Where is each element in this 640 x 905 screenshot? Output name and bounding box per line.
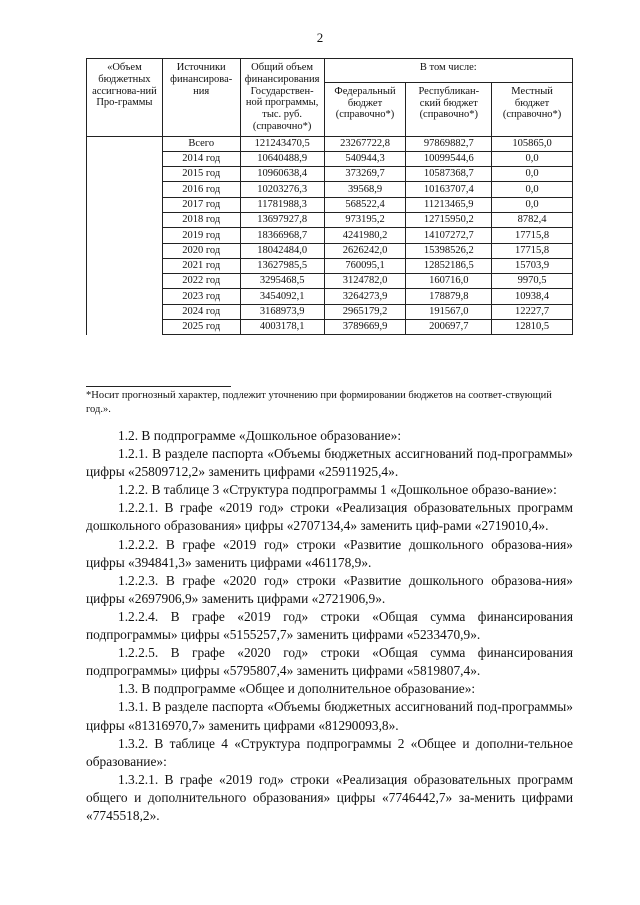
- cell-value: 14107272,7: [406, 228, 492, 243]
- empty-cell: [87, 197, 163, 212]
- cell-value: 15398526,2: [406, 243, 492, 258]
- empty-cell: [87, 212, 163, 227]
- cell-value: 4003178,1: [240, 320, 324, 335]
- table-row: [87, 228, 573, 243]
- cell-value: 10960638,4: [240, 167, 324, 182]
- cell-value: 3295468,5: [240, 274, 324, 289]
- cell-value: 12227,7: [492, 304, 573, 319]
- table-row: [87, 304, 573, 319]
- empty-cell: [87, 320, 163, 335]
- paragraph: 1.3. В подпрограмме «Общее и дополнительное образование»:: [118, 681, 476, 697]
- row-label: 2015 год: [162, 167, 240, 182]
- row-label: 2014 год: [162, 151, 240, 166]
- header-funding-sources: Источники финансирова-ния: [162, 59, 240, 137]
- footnote: *Носит прогнозный характер, подлежит уточнению при формировании бюджетов на соответ-ствующий год.».: [86, 390, 552, 415]
- cell-value: 10938,4: [492, 289, 573, 304]
- header-local-budget: Местный бюджет (справочно*): [492, 82, 573, 136]
- cell-value: 0,0: [492, 167, 573, 182]
- cell-value: 191567,0: [406, 304, 492, 319]
- row-label: 2017 год: [162, 197, 240, 212]
- cell-value: 160716,0: [406, 274, 492, 289]
- row-label: 2023 год: [162, 289, 240, 304]
- cell-value: 13627985,5: [240, 258, 324, 273]
- cell-value: 973195,2: [324, 212, 406, 227]
- cell-value: 373269,7: [324, 167, 406, 182]
- cell-value: 10099544,6: [406, 151, 492, 166]
- table-row: [87, 151, 573, 166]
- cell-value: 3454092,1: [240, 289, 324, 304]
- header-including: В том числе:: [324, 59, 572, 83]
- paragraph: 1.3.2.1. В графе «2019 год» строки «Реализация образовательных программ общего и дополнительного образования» цифры «7746442,7» за-менить цифрами «7745518,2».: [86, 771, 573, 823]
- row-label: Всего: [162, 136, 240, 151]
- financing-table: [86, 58, 573, 335]
- cell-value: 17715,8: [492, 243, 573, 258]
- header-total-volume: Общий объем финансирования Государствен-ной программы, тыс. руб. (справочно*): [240, 59, 324, 137]
- table-row: [87, 243, 573, 258]
- cell-value: 12810,5: [492, 320, 573, 335]
- cell-value: 0,0: [492, 197, 573, 212]
- row-label: 2021 год: [162, 258, 240, 273]
- cell-value: 105865,0: [492, 136, 573, 151]
- cell-value: 17715,8: [492, 228, 573, 243]
- table-row: [87, 320, 573, 335]
- paragraph: 1.2.2. В таблице 3 «Структура подпрограммы 1 «Дошкольное образо-вание»:: [118, 482, 557, 498]
- cell-value: 12715950,2: [406, 212, 492, 227]
- row-label: 2022 год: [162, 274, 240, 289]
- header-program-volume: «Объем бюджетных ассигнова-ний Про-граммы: [87, 59, 163, 137]
- cell-value: 9970,5: [492, 274, 573, 289]
- cell-value: 3168973,9: [240, 304, 324, 319]
- paragraph: 1.2.2.4. В графе «2019 год» строки «Общая сумма финансирования подпрограммы» цифры «5155257,7» заменить цифрами «5233470,9».: [86, 608, 573, 643]
- empty-cell: [87, 151, 163, 166]
- table-body: [87, 136, 573, 335]
- row-label: 2020 год: [162, 243, 240, 258]
- table-row: [87, 136, 573, 151]
- cell-value: 10203276,3: [240, 182, 324, 197]
- empty-cell: [87, 258, 163, 273]
- cell-value: 10640488,9: [240, 151, 324, 166]
- body-text: [86, 427, 573, 825]
- paragraph: 1.2. В подпрограмме «Дошкольное образование»:: [118, 428, 402, 443]
- table-row: [87, 167, 573, 182]
- row-label: 2016 год: [162, 182, 240, 197]
- empty-cell: [87, 304, 163, 319]
- page-number: 2: [316, 30, 324, 45]
- cell-value: 178879,8: [406, 289, 492, 304]
- cell-value: 4241980,2: [324, 228, 406, 243]
- paragraph: 1.2.2.3. В графе «2020 год» строки «Развитие дошкольного образова-ния» цифры «2697906,9» заменить цифрами «2721906,9».: [86, 572, 573, 606]
- table-row: [87, 258, 573, 273]
- row-label: 2018 год: [162, 212, 240, 227]
- cell-value: 18366968,7: [240, 228, 324, 243]
- paragraph: 1.2.1. В разделе паспорта «Объемы бюджетных ассигнований под-программы» цифры «25809712,2» заменить цифрами «25911925,4».: [86, 446, 573, 480]
- table-row: [87, 197, 573, 212]
- paragraph: 1.3.1. В разделе паспорта «Объемы бюджетных ассигнований под-программы» цифры «81316970,7» заменить цифрами «81290093,8».: [86, 699, 573, 733]
- cell-value: 3264273,9: [324, 289, 406, 304]
- header-republic-budget: Республикан-ский бюджет (справочно*): [406, 82, 492, 136]
- cell-value: 2965179,2: [324, 304, 406, 319]
- cell-value: 0,0: [492, 151, 573, 166]
- cell-value: 12852186,5: [406, 258, 492, 273]
- cell-value: 200697,7: [406, 320, 492, 335]
- cell-value: 10587368,7: [406, 167, 492, 182]
- header-federal-budget: Федеральный бюджет (справочно*): [324, 82, 406, 136]
- row-label: 2024 год: [162, 304, 240, 319]
- empty-cell: [87, 136, 163, 151]
- cell-value: 3124782,0: [324, 274, 406, 289]
- empty-cell: [87, 289, 163, 304]
- footnote-rule: [86, 386, 231, 387]
- empty-cell: [87, 182, 163, 197]
- cell-value: 2626242,0: [324, 243, 406, 258]
- cell-value: 760095,1: [324, 258, 406, 273]
- table-row: [87, 212, 573, 227]
- cell-value: 39568,9: [324, 182, 406, 197]
- paragraph: 1.2.2.2. В графе «2019 год» строки «Развитие дошкольного образова-ния» цифры «394841,3» заменить цифрами «461178,9».: [86, 536, 573, 570]
- cell-value: 540944,3: [324, 151, 406, 166]
- cell-value: 15703,9: [492, 258, 573, 273]
- row-label: 2019 год: [162, 228, 240, 243]
- cell-value: 10163707,4: [406, 182, 492, 197]
- table-row: [87, 182, 573, 197]
- cell-value: 97869882,7: [406, 136, 492, 151]
- empty-cell: [87, 167, 163, 182]
- cell-value: 23267722,8: [324, 136, 406, 151]
- table-row: [87, 274, 573, 289]
- cell-value: 8782,4: [492, 212, 573, 227]
- table-row: [87, 289, 573, 304]
- empty-cell: [87, 243, 163, 258]
- cell-value: 568522,4: [324, 197, 406, 212]
- cell-value: 11781988,3: [240, 197, 324, 212]
- cell-value: 0,0: [492, 182, 573, 197]
- paragraph: 1.2.2.1. В графе «2019 год» строки «Реализация образовательных программ дошкольного образования» цифры «2707134,4» заменить циф-рами «2719010,4».: [86, 500, 573, 534]
- empty-cell: [87, 228, 163, 243]
- row-label: 2025 год: [162, 320, 240, 335]
- paragraph: 1.3.2. В таблице 4 «Структура подпрограммы 2 «Общее и дополни-тельное образование»:: [86, 735, 573, 769]
- paragraph: 1.2.2.5. В графе «2020 год» строки «Общая сумма финансирования подпрограммы» цифры «5795807,4» заменить цифрами «5819807,4».: [86, 645, 573, 679]
- cell-value: 3789669,9: [324, 320, 406, 335]
- cell-value: 121243470,5: [240, 136, 324, 151]
- empty-cell: [87, 274, 163, 289]
- cell-value: 18042484,0: [240, 243, 324, 258]
- cell-value: 13697927,8: [240, 212, 324, 227]
- cell-value: 11213465,9: [406, 197, 492, 212]
